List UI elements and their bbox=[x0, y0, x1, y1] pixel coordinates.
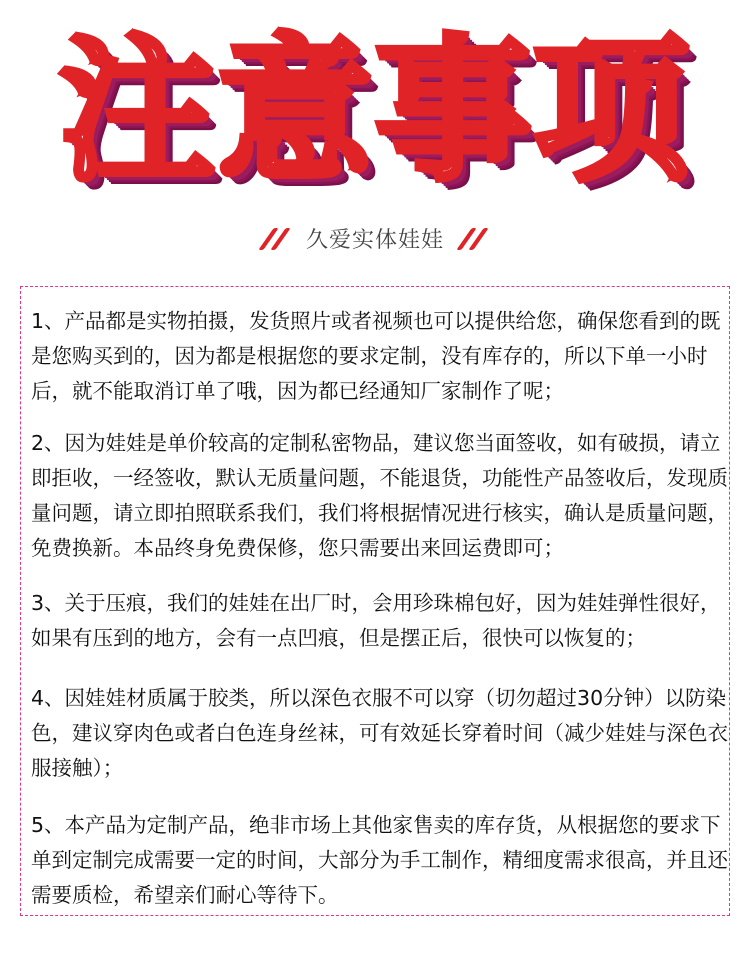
note-4: 4、因娃娃材质属于胶类，所以深色衣服不可以穿（切勿超过30分钟）以防染色，建议穿肉色或者白色连身丝袜，可有效延长穿着时间（减少娃娃与深色衣服接触）； bbox=[31, 686, 728, 780]
subtitle: 久爱实体娃娃 bbox=[305, 227, 444, 253]
double-slash-icon bbox=[456, 226, 492, 250]
note-5: 5、本产品为定制产品，绝非市场上其他家售卖的库存货，从根据您的要求下单到定制完成需要一定的时间，大部分为手工制作，精细度需求很高，并且还需要质检，希望亲们耐心等待下。 bbox=[31, 813, 728, 907]
subtitle-row bbox=[0, 218, 750, 258]
page-title: 注意事项 bbox=[59, 20, 691, 202]
note-3: 3、关于压痕，我们的娃娃在出厂时，会用珍珠棉包好，因为娃娃弹性很好，如果有压到的地方，会有一点凹痕，但是摆正后，很快可以恢复的； bbox=[31, 591, 721, 650]
note-1: 1、产品都是实物拍摄，发货照片或者视频也可以提供给您，确保您看到的既是您购买到的，因为都是根据您的要求定制，没有库存的，所以下单一小时后，就不能取消订单了哦，因为都已经通知厂家制作了呢； bbox=[31, 309, 721, 403]
double-slash-icon bbox=[258, 226, 294, 250]
note-2: 2、因为娃娃是单价较高的定制私密物品，建议您当面签收，如有破损，请立即拒收，一经签收，默认无质量问题，不能退货，功能性产品签收后，发现质量问题，请立即拍照联系我们，我们将根据情况进行核实，确认是质量问题，免费换新。本品终身免费保修，您只需要出来回运费即可； bbox=[31, 431, 728, 560]
